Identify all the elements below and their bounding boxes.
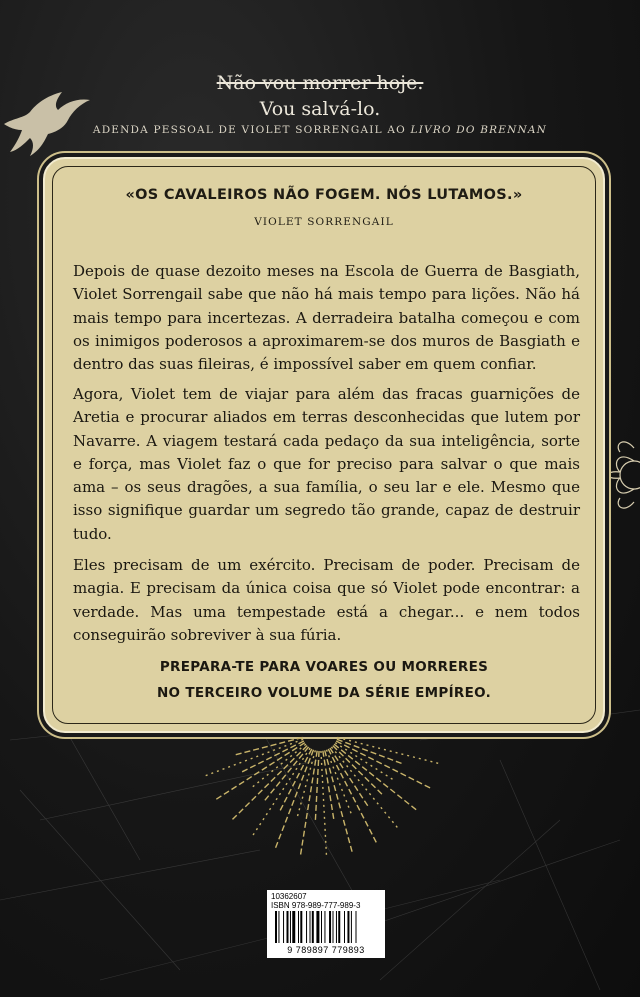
barcode-label bbox=[267, 890, 385, 958]
barcode-bar bbox=[278, 911, 279, 943]
barcode-bar bbox=[290, 911, 291, 943]
barcode-bar bbox=[338, 911, 340, 943]
barcode-bar bbox=[324, 911, 325, 943]
barcode-bar bbox=[287, 911, 289, 943]
blurb-paragraph: Agora, Violet tem de viajar para além das fracas guarnições de Aretia e procurar aliados em terras desconhecidas que lutem por Navarre. A viagem testará cada pedaço da sua inteligência, sorte e força, mas Violet faz o que for preciso para salvar o que mais ama – os seus dragões, a sua família, o seu lar e ele. Mesmo que isso signifique guardar um segredo tão grande, capaz de destruir tudo. bbox=[73, 385, 580, 543]
blurb-paragraph: Eles precisam de um exército. Precisam de poder. Precisam de magia. E precisam da única coisa que só Violet pode encontrar: a verdade. Mas uma tempestade está a chegar... e nem todos conseguirão sobreviver à sua fúria. bbox=[73, 556, 580, 644]
barcode-bar bbox=[310, 911, 311, 943]
barcode-bar bbox=[344, 911, 345, 943]
tagline: Vou salvá-lo. bbox=[259, 98, 381, 120]
sunburst-ornament bbox=[200, 733, 440, 873]
ray-line bbox=[328, 749, 377, 844]
dragon-icon bbox=[0, 88, 95, 163]
barcode-bar bbox=[300, 911, 302, 943]
barcode-bar bbox=[351, 911, 352, 943]
barcode-bar bbox=[306, 911, 307, 943]
blurb-paragraph: Depois de quase dezoito meses na Escola de Guerra de Basgiath, Violet Sorrengail sabe que não há mais tempo para lições. Não há mais tempo para incertezas. A derradeira batalha começou e com os inimigos poderosos a aproximarem-se dos muros de Basgiath e dentro das suas fileiras, é impossível saber em quem confiar. bbox=[73, 262, 580, 374]
barcode-bar bbox=[283, 911, 284, 943]
ray-line bbox=[321, 751, 327, 858]
ray-line bbox=[250, 744, 306, 789]
panel-quote: «OS CAVALEIROS NÃO FOGEM. NÓS LUTAMOS.» bbox=[125, 187, 523, 203]
product-code: 10362607 bbox=[271, 892, 307, 901]
struck-tagline: Não vou morrer hoje. bbox=[216, 72, 424, 94]
cta-line: PREPARA-TE PARA VOARES OU MORRERES bbox=[159, 659, 489, 675]
tagline-attribution bbox=[0, 124, 640, 136]
barcode-bar bbox=[321, 911, 322, 943]
ray-line bbox=[333, 746, 384, 797]
barcode-bar bbox=[298, 911, 299, 943]
ean-number: 9 789897 779893 bbox=[287, 945, 365, 955]
description-panel bbox=[43, 157, 605, 733]
barcode-bars bbox=[275, 911, 379, 943]
barcode-bar bbox=[329, 911, 331, 943]
ray-line bbox=[336, 741, 432, 789]
ray-line bbox=[337, 739, 404, 764]
barcode-bar bbox=[316, 911, 319, 943]
ray-line bbox=[325, 750, 353, 853]
barcode-bar bbox=[336, 911, 337, 943]
barcode-bar bbox=[356, 911, 357, 943]
cta-line: NO TERCEIRO VOLUME DA SÉRIE EMPÍREO. bbox=[156, 685, 492, 701]
ray-line bbox=[337, 737, 440, 764]
isbn-text: ISBN 978-989-777-989-3 bbox=[271, 901, 361, 910]
attribution-prefix: ADENDA PESSOAL DE VIOLET SORRENGAIL AO bbox=[92, 124, 406, 136]
barcode-bar bbox=[275, 911, 277, 943]
attribution-book-title: LIVRO DO BRENNAN bbox=[410, 124, 548, 136]
barcode-bar bbox=[292, 911, 295, 943]
quote-author: VIOLET SORRENGAIL bbox=[254, 216, 394, 228]
barcode-bar bbox=[333, 911, 334, 943]
barcode-bar bbox=[312, 911, 314, 943]
barcode-bar bbox=[347, 911, 349, 943]
